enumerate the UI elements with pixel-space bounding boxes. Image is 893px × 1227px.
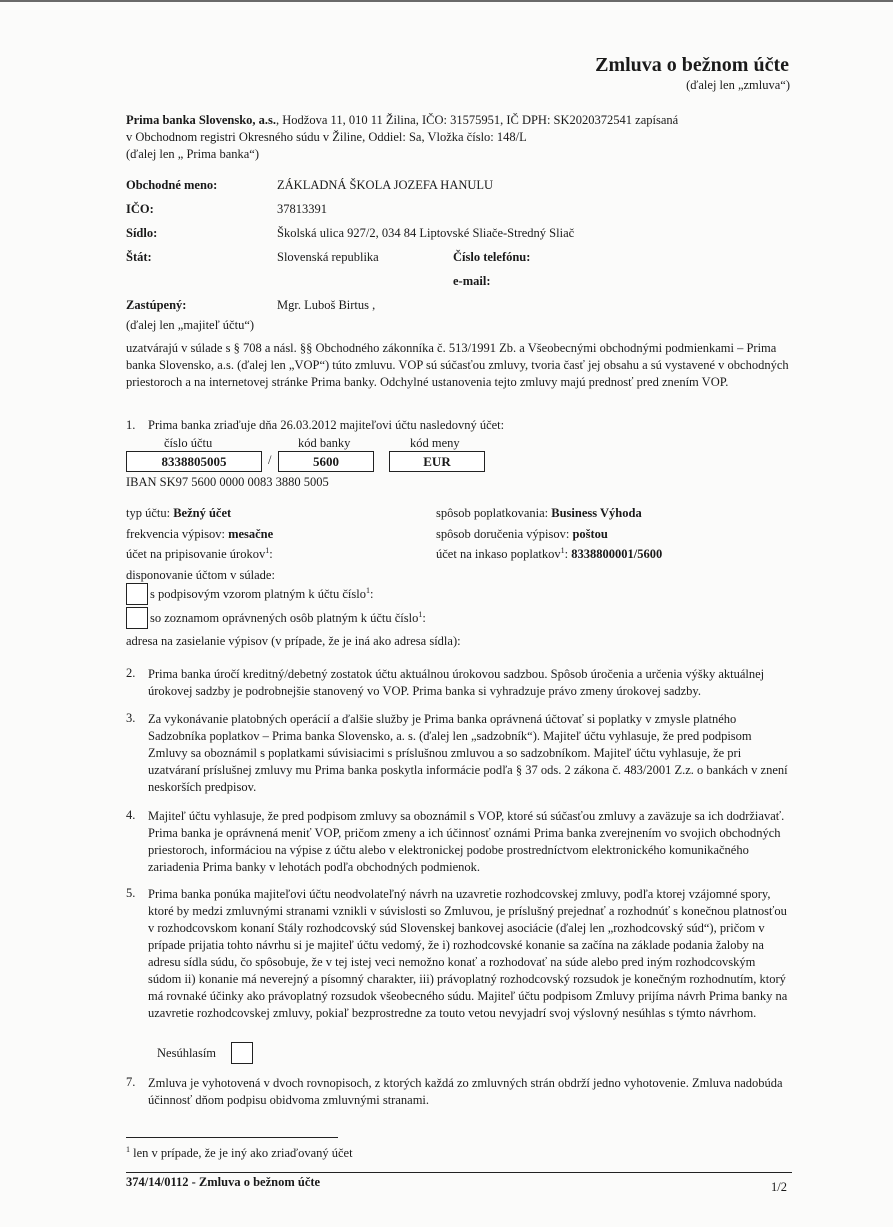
clause-5 <box>126 886 791 1048</box>
client-seat-value: Školská ulica 927/2, 034 84 Liptovské Sliače-Stredný Sliač <box>277 226 575 240</box>
clause-2 <box>126 666 791 702</box>
client-rep-value: Mgr. Luboš Birtus , <box>277 298 376 312</box>
client-ico-value: 37813391 <box>277 202 327 216</box>
owner-alias: (ďalej len „majiteľ účtu“) <box>126 318 255 332</box>
interest-account-label: účet na pripisovanie úrokov <box>126 547 266 561</box>
footer-doc-id: 374/14/0112 - Zmluva o bežnom účte <box>126 1175 321 1189</box>
bank-alias: (ďalej len „ Prima banka“) <box>126 147 260 161</box>
statement-delivery-value: poštou <box>572 527 608 541</box>
authorized-persons-checkbox[interactable] <box>126 607 148 629</box>
fee-method-label: spôsob poplatkovania: <box>436 506 552 520</box>
fees-account-label: účet na inkaso poplatkov <box>436 547 561 561</box>
clause-text: Majiteľ účtu vyhlasuje, že pred podpisom zmluvy sa oboznámil s VOP, ktoré sú súčasťou zmluvy a zaväzuje sa ich dodržiavať. Prima banka je oprávnená meniť VOP, pričom zmeny a ich účinnosť oznámi Prima banka zverejnením vo svojich obchodných priestoroch, informáciou na výpise z účtu alebo v elektronickej podobe prostredníctvom elektronického komunikačného zariadenia Prima banky v lehotách podľa obchodných podmienok. <box>148 809 785 874</box>
account-number-label: číslo účtu <box>164 436 213 450</box>
clause-number: 7. <box>126 1075 136 1089</box>
clause-text: Za vykonávanie platobných operácií a ďalšie služby je Prima banka oprávnená účtovať si poplatky v zmysle platného Sadzobníka poplatkov – Prima banka Slovensko, a. s. (ďalej len „sadzobník“). Majiteľ účtu vyhlasuje, že pred podpisom Zmluvy sa oboznámil s poplatkami súvisiacimi s príslušnou zmluvou a so sadzobníkom. Majiteľ účtu vyhlasuje, že pri uzatváraní príslušnej zmluvy mu Prima banka poskytla informácie podľa § 37 ods. 2 zákona č. 483/2001 Z.z. o bankách v znení neskorších predpisov. <box>148 712 788 794</box>
currency-code-box: EUR <box>389 451 485 472</box>
clause-number: 2. <box>126 666 136 680</box>
section1-text: Prima banka zriaďuje dňa 26.03.2012 majiteľovi účtu nasledovný účet: <box>148 418 505 432</box>
account-type-value: Bežný účet <box>173 506 232 520</box>
client-email-label: e-mail: <box>453 274 491 288</box>
signature-specimen-checkbox[interactable] <box>126 583 148 605</box>
document-subtitle: (ďalej len „zmluva“) <box>686 78 790 92</box>
footnote-ref: 1 <box>560 545 565 555</box>
document-title: Zmluva o bežnom účte <box>595 54 789 76</box>
statement-frequency <box>126 527 273 542</box>
disposal-text: disponovanie účtom v súlade: <box>126 568 275 582</box>
iban: IBAN SK97 5600 0000 0083 3880 5005 <box>126 475 329 489</box>
client-rep-label: Zastúpený: <box>126 298 187 312</box>
clause-text: Prima banka úročí kreditný/debetný zostatok účtu aktuálnou úrokovou sadzbou. Spôsob úročenia a určenia výšky aktuálnej úrokovej sadzby je podrobnejšie stanovený vo VOP. Prima banka si vyhradzuje právo zmeny úrokovej sadzby. <box>148 667 765 698</box>
clause-number: 5. <box>126 886 136 900</box>
currency-code-label: kód meny <box>410 436 460 450</box>
client-phone-label: Číslo telefónu: <box>453 250 531 264</box>
footnote-mark: 1 <box>126 1144 130 1154</box>
page-number: 1/2 <box>771 1180 787 1194</box>
authorized-persons-label: so zoznamom oprávnených osôb platným k účtu číslo <box>150 611 419 625</box>
clause-number: 3. <box>126 711 136 725</box>
clause-number: 4. <box>126 808 136 822</box>
client-state-value: Slovenská republika <box>277 250 379 264</box>
section1-number: 1. <box>126 418 136 432</box>
fee-method-value: Business Výhoda <box>551 506 642 520</box>
statement-delivery <box>436 527 608 542</box>
bank-name: Prima banka Slovensko, a.s. <box>126 113 277 127</box>
account-number-box: 8338805005 <box>126 451 262 472</box>
statement-address: adresa na zasielanie výpisov (v prípade, že je iná ako adresa sídla): <box>126 634 461 648</box>
client-name-label: Obchodné meno: <box>126 178 218 192</box>
scan-edge <box>0 0 893 2</box>
bank-details: , Hodžova 11, 010 11 Žilina, IČO: 31575951, IČ DPH: SK2020372541 zapísaná <box>276 113 679 127</box>
signature-specimen-option: s podpisovým vzorom platným k účtu číslo$^1$: <box>150 585 374 601</box>
footnote <box>126 1146 353 1161</box>
interest-account: účet na pripisovanie úrokov$^1$: <box>126 545 273 561</box>
clause-4 <box>126 808 791 878</box>
fee-method <box>436 506 642 521</box>
disagree-checkbox[interactable] <box>231 1042 253 1064</box>
intro-paragraph: uzatvárajú v súlade s § 708 a násl. §§ Obchodného zákonníka č. 513/1991 Zb. a Všeobecnými obchodnými podmienkami – Prima banka Slovensko, a.s. (ďalej len „VOP“) túto zmluvu. VOP sú súčasťou zmluvy, tvoria časť jej obsahu a sú vystavené v obchodných priestoroch a na internetovej stránke Prima banky. Odchylné ustanovenia tejto zmluvy majú prednosť pred znením VOP. <box>126 341 789 389</box>
clause-7 <box>126 1075 791 1111</box>
account-slash: / <box>268 453 272 467</box>
bank-code-box: 5600 <box>278 451 374 472</box>
statement-delivery-label: spôsob doručenia výpisov: <box>436 527 573 541</box>
account-type-label: typ účtu: <box>126 506 174 520</box>
clause-text: Prima banka ponúka majiteľovi účtu neodvolateľný návrh na uzavretie rozhodcovskej zmluvy, podľa ktorej vzájomné spory, ktoré by medzi zmluvnými stranami vznikli v súvislosti so Zmluvou, je príslušný prejednať a rozhodnúť s konečnou platnosťou v rozhodcovskom konaní Stály rozhodcovský súd Slovenskej bankovej asociácie (ďalej len „rozhodcovský súd“), pričom v prípade prijatia tohto návrhu si je majiteľ účtu vedomý, že i) rozhodcovské konanie sa začína na základe podania žaloby na adresu sídla súdu, čo spôsobuje, že v tej istej veci nemožno konať a rozhodovať na súde alebo pred iným rozhodcovským súdom ii) konanie má neverejný a písomný charakter, iii) právoplatný rozhodcovský rozsudok je konečným rozhodnutím, ktorý má rovnaké účinky ako právoplatný rozsudok všeobecného súdu. Majiteľ účtu podpisom Zmluvy prijíma návrh Prima banky na uzavretie rozhodcovskej zmluvy, pokiaľ bezprostredne za touto vetou nevyjadrí svoj výslovný nesúhlas s týmto návrhom. <box>148 887 788 1020</box>
client-name-value: ZÁKLADNÁ ŠKOLA JOZEFA HANULU <box>277 178 494 192</box>
clause-text: Zmluva je vyhotovená v dvoch rovnopisoch, z ktorých každá zo zmluvných strán obdrží jedno vyhotovenie. Zmluva nadobúda účinnosť dňom podpisu obidvoma zmluvnými stranami. <box>148 1076 783 1107</box>
signature-specimen-label: s podpisovým vzorom platným k účtu číslo <box>150 587 366 601</box>
clause-3 <box>126 711 791 797</box>
footnote-ref: 1 <box>265 545 270 555</box>
footnote-divider <box>126 1137 338 1138</box>
footnote-ref: 1 <box>365 585 370 595</box>
footnote-ref: 1 <box>418 609 423 619</box>
statement-frequency-value: mesačne <box>228 527 274 541</box>
statement-frequency-label: frekvencia výpisov: <box>126 527 229 541</box>
fees-account-value: 8338800001/5600 <box>571 547 663 561</box>
bank-register: v Obchodnom registri Okresného súdu v Žiline, Oddiel: Sa, Vložka číslo: 148/L <box>126 130 527 144</box>
bank-code-label: kód banky <box>298 436 351 450</box>
client-state-label: Štát: <box>126 250 152 264</box>
client-ico-label: IČO: <box>126 202 154 216</box>
account-type <box>126 506 231 521</box>
bank-identification <box>126 112 726 163</box>
client-seat-label: Sídlo: <box>126 226 158 240</box>
fees-account: účet na inkaso poplatkov$^1$: 8338800001/5600 <box>436 545 663 561</box>
footer-divider <box>126 1172 792 1173</box>
disagree-label: Nesúhlasím <box>157 1046 217 1060</box>
authorized-persons-option: so zoznamom oprávnených osôb platným k účtu číslo$^1$: <box>150 609 426 625</box>
footnote-text: len v prípade, že je iný ako zriaďovaný účet <box>133 1146 353 1160</box>
